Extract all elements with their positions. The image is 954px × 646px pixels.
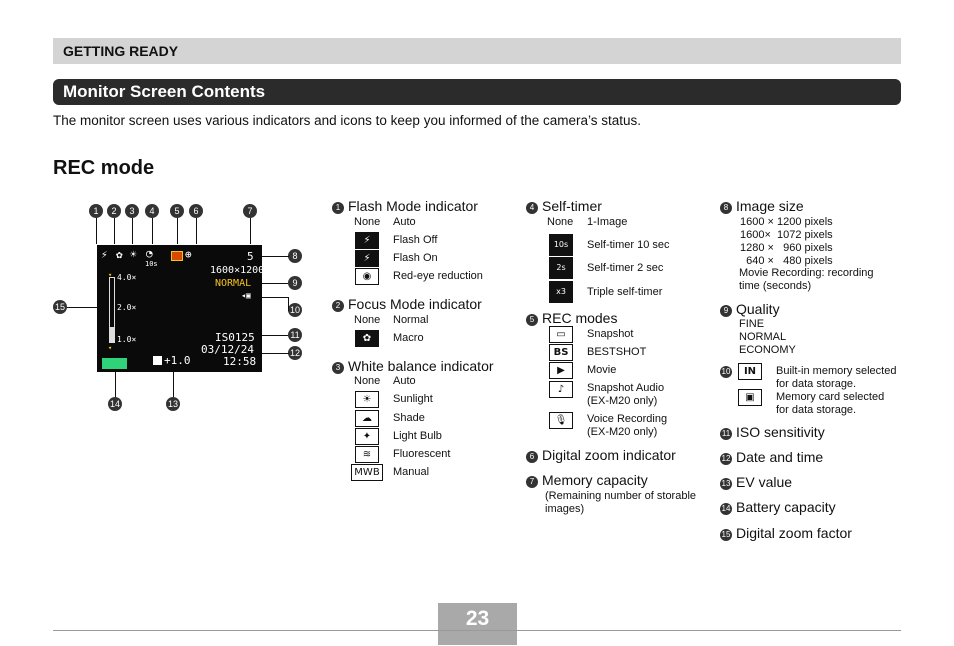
macro-icon: ✿ xyxy=(116,248,123,261)
snapshot-mode-icon xyxy=(171,251,183,261)
rec-voice-label: Voice Recording xyxy=(587,413,668,425)
storage-note xyxy=(776,365,896,417)
flash-mode-title: Flash Mode indicator xyxy=(348,198,478,214)
storage-builtin-line1: Built-in memory selected xyxy=(776,365,897,377)
image-size: 1600×1200 xyxy=(210,265,265,276)
callout-7: 7 xyxy=(243,204,257,218)
red-eye-icon: ◉ xyxy=(355,268,379,285)
wb-title: White balance indicator xyxy=(348,358,494,374)
self-timer-icon: ◔ xyxy=(146,247,153,260)
quality-title: Quality xyxy=(736,301,780,317)
movie-note-line2: time (seconds) xyxy=(739,280,812,292)
self-2sec: Self-timer 2 sec xyxy=(587,262,664,274)
bestshot-icon: BS xyxy=(549,344,573,361)
flash-on-icon: ⚡ xyxy=(355,250,379,267)
callout-2: 2 xyxy=(107,204,121,218)
wb-heading xyxy=(332,358,494,374)
leader-11 xyxy=(262,335,288,336)
quality: NORMAL xyxy=(215,278,252,289)
snapshot-icon: ▭ xyxy=(549,326,573,343)
storage-icon: ◂▣ xyxy=(241,291,251,300)
rec-voice xyxy=(587,413,667,439)
num-badge-7: 7 xyxy=(526,476,538,488)
title-bar xyxy=(53,79,901,105)
digital-zoom-heading xyxy=(526,447,676,463)
shots-remaining: 5 xyxy=(247,250,254,263)
quality-normal: NORMAL xyxy=(739,331,787,343)
self-10sec: Self-timer 10 sec xyxy=(587,239,670,251)
page-number: 23 xyxy=(465,607,490,630)
leader-4 xyxy=(152,218,153,244)
flash-auto-icon: ⚡ xyxy=(101,248,108,261)
image-size-heading xyxy=(720,198,804,214)
storage-builtin-line2: for data storage. xyxy=(776,378,857,390)
num-badge-15: 15 xyxy=(721,530,731,539)
wb-auto: Auto xyxy=(393,375,416,387)
date-heading xyxy=(720,449,823,465)
date-value: 03/12/24 xyxy=(201,343,254,356)
size-1280x960: 1280 × 960 pixels xyxy=(740,242,833,254)
storage-card-line2: for data storage. xyxy=(776,404,857,416)
section-band xyxy=(53,38,901,64)
callout-5: 5 xyxy=(170,204,184,218)
callout-1: 1 xyxy=(89,204,103,218)
zoom-2x: 2.0× xyxy=(117,303,137,312)
footer-rule xyxy=(53,630,901,631)
num-badge-1: 1 xyxy=(332,202,344,214)
callout-14: 14 xyxy=(109,399,120,409)
macro-icon: ✿ xyxy=(355,330,379,347)
flash-auto: Auto xyxy=(393,216,416,228)
num-badge-13: 13 xyxy=(721,479,731,488)
quality-economy: ECONOMY xyxy=(739,344,796,356)
section-title: GETTING READY xyxy=(63,43,179,59)
light-bulb-icon: ✦ xyxy=(355,428,379,445)
self-timer-heading xyxy=(526,198,602,214)
zoom-4x: 4.0× xyxy=(117,273,137,282)
timer-2s-icon: 2s xyxy=(549,257,573,279)
rec-modes-title: REC modes xyxy=(542,310,618,326)
self-triple: Triple self-timer xyxy=(587,286,663,298)
num-badge-9: 9 xyxy=(720,305,732,317)
callout-12: 12 xyxy=(289,348,300,358)
rec-mode-heading: REC mode xyxy=(53,157,155,179)
callout-10: 10 xyxy=(289,305,300,315)
fluorescent-icon: ≋ xyxy=(355,446,379,463)
size-1600x1200: 1600 × 1200 pixels xyxy=(740,216,833,228)
callout-8: 8 xyxy=(288,249,302,263)
iso-heading xyxy=(720,424,825,440)
zoom-arrow-top: ▾ xyxy=(108,271,113,279)
leader-14 xyxy=(115,372,116,397)
digital-zoom-title: Digital zoom indicator xyxy=(542,447,676,463)
leader-1 xyxy=(96,218,97,244)
manual-wb-icon: MWB xyxy=(351,464,383,481)
iso-value: IS0125 xyxy=(215,331,255,344)
num-badge-8: 8 xyxy=(720,202,732,214)
time-value: 12:58 xyxy=(223,355,257,368)
wb-shade: Shade xyxy=(393,412,425,424)
memory-title: Memory capacity xyxy=(542,472,648,488)
callout-13: 13 xyxy=(167,399,178,409)
zoom-factor-heading xyxy=(720,525,852,541)
quality-heading xyxy=(720,301,780,317)
callout-11: 11 xyxy=(288,328,302,342)
leader-3 xyxy=(132,218,133,244)
image-size-list xyxy=(740,216,833,268)
timer-triple-icon: x3 xyxy=(549,281,573,303)
leader-10 xyxy=(262,297,289,311)
focus-mode-title: Focus Mode indicator xyxy=(348,296,482,312)
rec-snapshot: Snapshot xyxy=(587,328,634,340)
rec-snapshot-audio-label: Snapshot Audio xyxy=(587,382,665,394)
size-1600x1072: 1600× 1072 pixels xyxy=(740,229,833,241)
memory-note-line2: images) xyxy=(545,503,585,515)
wb-manual: Manual xyxy=(393,466,430,478)
image-size-title: Image size xyxy=(736,198,804,214)
quality-fine: FINE xyxy=(739,318,765,330)
num-badge-11: 11 xyxy=(721,429,731,438)
built-in-memory-icon: IN xyxy=(738,363,762,380)
callout-9: 9 xyxy=(288,276,302,290)
zoom-arrow-bottom: ▾ xyxy=(108,344,113,352)
ev-title: EV value xyxy=(736,474,793,490)
timer-10s-icon: 10s xyxy=(549,234,573,256)
memory-card-icon: ▣ xyxy=(738,389,762,406)
snapshot-audio-icon: ♪ xyxy=(549,381,573,398)
memory-heading xyxy=(526,472,648,488)
sunlight-icon: ☀ xyxy=(355,391,379,408)
shade-icon: ☁ xyxy=(355,410,379,427)
leader-6 xyxy=(196,218,197,244)
flash-off: Flash Off xyxy=(393,234,438,246)
ev-icon xyxy=(153,356,162,365)
rec-modes-heading xyxy=(526,310,617,326)
rec-movie: Movie xyxy=(587,364,617,376)
num-badge-12: 12 xyxy=(721,454,731,463)
movie-recording-note xyxy=(739,267,874,293)
battery-title: Battery capacity xyxy=(736,499,836,515)
rec-bestshot: BESTSHOT xyxy=(587,346,647,358)
num-badge-5: 5 xyxy=(526,314,538,326)
self-timer-title: Self-timer xyxy=(542,198,602,214)
wb-none: None xyxy=(354,375,381,387)
storage-card-line1: Memory card selected xyxy=(776,391,885,403)
zoom-1x: 1.0× xyxy=(117,335,137,344)
flash-none: None xyxy=(354,216,381,228)
callout-6: 6 xyxy=(189,204,203,218)
flash-on: Flash On xyxy=(393,252,438,264)
battery-heading xyxy=(720,499,836,515)
rec-snapshot-audio xyxy=(587,382,664,408)
movie-icon: ▶ xyxy=(549,362,573,379)
page-number-box xyxy=(438,603,517,645)
ev-value: +1.0 xyxy=(164,354,191,367)
sunlight-icon: ☀ xyxy=(130,248,137,261)
flash-mode-heading xyxy=(332,198,478,214)
movie-note-line1: Movie Recording: recording xyxy=(739,267,874,279)
monitor-screen xyxy=(97,245,265,372)
focus-none: None xyxy=(354,314,381,326)
callout-15: 15 xyxy=(54,302,65,312)
rec-voice-note: (EX-M20 only) xyxy=(587,426,658,438)
num-badge-6: 6 xyxy=(526,451,538,463)
focus-mode-heading xyxy=(332,296,482,312)
zoom-factor-title: Digital zoom factor xyxy=(736,525,852,541)
focus-macro: Macro xyxy=(393,332,424,344)
num-badge-2: 2 xyxy=(332,300,344,312)
num-badge-4: 4 xyxy=(526,202,538,214)
voice-recording-icon: 🎙 xyxy=(549,412,573,429)
digital-zoom-icon: ⊕ xyxy=(185,248,192,261)
self-1image: 1-Image xyxy=(587,216,628,228)
leader-2 xyxy=(114,218,115,244)
date-title: Date and time xyxy=(736,449,824,465)
wb-fluorescent: Fluorescent xyxy=(393,448,451,460)
num-badge-3: 3 xyxy=(332,362,344,374)
leader-9 xyxy=(258,283,288,284)
wb-bulb: Light Bulb xyxy=(393,430,442,442)
storage-heading xyxy=(720,362,736,378)
memory-note-line1: (Remaining number of storable xyxy=(545,490,697,502)
memory-note xyxy=(545,490,696,516)
rec-snapshot-audio-note: (EX-M20 only) xyxy=(587,395,658,407)
iso-title: ISO sensitivity xyxy=(736,424,825,440)
focus-normal: Normal xyxy=(393,314,429,326)
self-timer-sub: 10s xyxy=(145,260,158,268)
callout-3: 3 xyxy=(125,204,139,218)
red-eye: Red-eye reduction xyxy=(393,270,483,282)
num-badge-10: 10 xyxy=(721,367,731,376)
wb-sunlight: Sunlight xyxy=(393,393,433,405)
quality-list xyxy=(739,318,796,357)
ev-heading xyxy=(720,474,792,490)
leader-12 xyxy=(258,345,289,354)
flash-off-icon: ⚡ xyxy=(355,232,379,249)
intro-text: The monitor screen uses various indicators and icons to keep you informed of the camera’s status. xyxy=(53,113,642,128)
self-none: None xyxy=(547,216,574,228)
page-title: Monitor Screen Contents xyxy=(63,82,266,101)
leader-7 xyxy=(250,218,251,244)
callout-4: 4 xyxy=(145,204,159,218)
battery-icon xyxy=(102,358,127,369)
num-badge-14: 14 xyxy=(721,504,731,513)
size-640x480: 640 × 480 pixels xyxy=(740,255,833,267)
leader-5 xyxy=(177,218,178,244)
zoom-bar-fill xyxy=(110,327,114,342)
